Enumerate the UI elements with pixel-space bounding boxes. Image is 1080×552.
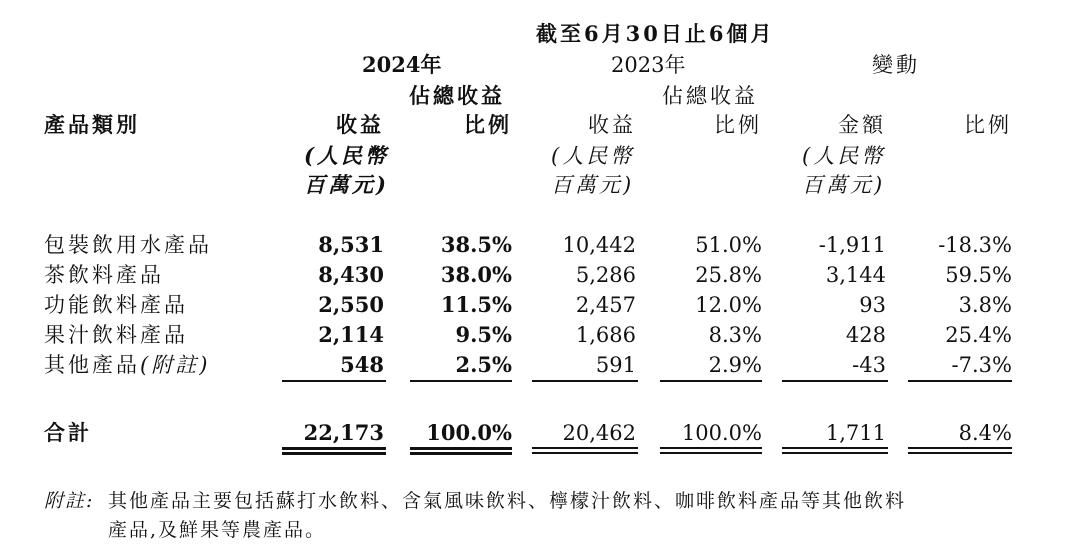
period-header: 截至6月30日止6個月 [536,21,775,46]
subtotal-rule [282,380,386,382]
total-rule [532,452,638,454]
rev2023-cell: 1,686 [575,323,636,347]
unit-2023-line1: (人民幣 [551,144,635,168]
subtotal-rule [908,380,1012,382]
total-pct2024: 100.0% [426,420,512,445]
subtotal-rule [660,380,762,382]
pct2024-cell: 2.5% [455,352,512,377]
category-header: 產品類別 [44,112,140,137]
unit-2023-line2: 百萬元) [551,173,635,197]
pct2023-cell: 2.9% [708,353,762,377]
total-rule [782,447,888,449]
share-header-2023: 佔總收益 [662,84,758,108]
total-pct2023: 100.0% [681,421,762,445]
change-pct-cell: 59.5% [945,263,1012,287]
footnote-line2: 產品,及鮮果等農產品。 [108,519,327,541]
total-rule [660,452,762,454]
rev2023-cell: 5,286 [575,263,636,287]
change-ratio-header: 比例 [964,113,1012,137]
unit-2024-line1: (人民幣 [304,143,389,168]
change-amount-cell: -43 [852,353,886,377]
total-label: 合計 [44,420,92,445]
rev2024-cell: 548 [340,352,384,377]
total-rule [908,447,1012,449]
pct2024-cell: 9.5% [455,322,512,347]
row-label-name: 其他產品 [44,353,140,377]
subtotal-rule [782,380,888,382]
total-rev2023: 20,462 [562,421,636,445]
change-amount-cell: 93 [859,293,886,317]
total-rule [282,452,386,455]
row-label: 茶飲料產品 [44,263,164,287]
footnote-label: 附註: [44,490,95,512]
change-header: 變動 [872,53,920,77]
change-pct-cell: -18.3% [938,233,1012,257]
pct2023-cell: 51.0% [695,233,762,257]
row-label [44,353,210,377]
unit-change-line2: 百萬元) [802,173,886,197]
rev2024-cell: 2,550 [318,292,384,317]
total-change-pct: 8.4% [958,421,1012,445]
rev2024-cell: 8,531 [318,232,384,257]
row-label: 包裝飲用水產品 [44,233,212,257]
total-rule [782,452,888,454]
rev2023-cell: 591 [595,353,636,377]
rev2023-cell: 2,457 [575,293,636,317]
amount-header: 金額 [838,113,886,137]
unit-change-line1: (人民幣 [802,144,886,168]
pct2023-cell: 12.0% [695,293,762,317]
year-2024-header: 2024年 [362,52,442,77]
ratio-header-2023: 比例 [714,113,762,137]
ratio-header-2024: 比例 [464,112,512,137]
change-amount-cell: 3,144 [825,263,886,287]
total-rule [282,447,386,450]
revenue-header-2024: 收益 [336,112,384,137]
share-header-2024: 佔總收益 [409,83,505,108]
change-pct-cell: -7.3% [951,353,1012,377]
change-pct-cell: 3.8% [958,293,1012,317]
change-amount-cell: 428 [845,323,886,347]
revenue-header-2023: 收益 [588,113,636,137]
pct2023-cell: 8.3% [708,323,762,347]
pct2024-cell: 11.5% [440,292,512,317]
pct2023-cell: 25.8% [695,263,762,287]
unit-2024-line2: 百萬元) [304,172,389,197]
total-change-amount: 1,711 [825,421,886,445]
row-label: 果汁飲料產品 [44,323,188,347]
pct2024-cell: 38.5% [440,232,512,257]
total-rule [410,447,512,450]
row-label: 功能飲料產品 [44,293,188,317]
total-rev2024: 22,173 [303,420,384,445]
year-2023-header: 2023年 [611,53,686,77]
subtotal-rule [410,380,512,382]
total-rule [532,447,638,449]
total-rule [660,447,762,449]
change-pct-cell: 25.4% [945,323,1012,347]
footnote-reference: (附註) [140,353,211,377]
total-rule [908,452,1012,454]
rev2023-cell: 10,442 [562,233,636,257]
rev2024-cell: 8,430 [318,262,384,287]
rev2024-cell: 2,114 [318,322,384,347]
change-amount-cell: -1,911 [818,233,886,257]
subtotal-rule [532,380,638,382]
pct2024-cell: 38.0% [440,262,512,287]
total-rule [410,452,512,455]
footnote-line1: 其他產品主要包括蘇打水飲料、含氣風味飲料、檸檬汁飲料、咖啡飲料產品等其他飲料 [108,490,907,512]
